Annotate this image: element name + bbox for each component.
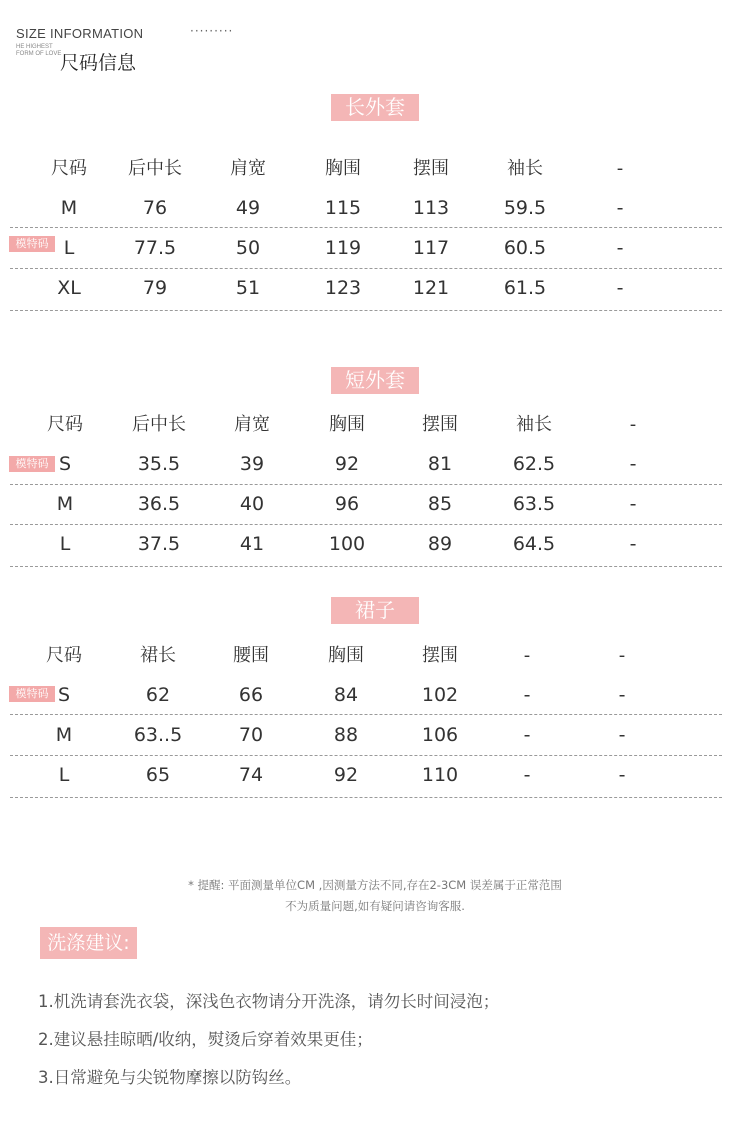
table-cell: 63.5 [512,493,556,515]
table-cell: 117 [412,237,450,259]
table-cell: 102 [421,684,459,706]
header-dots: ········· [190,24,234,38]
header-cell: 摆围 [422,645,458,666]
table-cell: - [523,684,531,706]
table-cell: 62 [145,684,171,706]
header-cell: - [618,645,626,666]
model-size-badge: 模特码 [9,456,55,472]
table-row [0,228,750,268]
care-item: 1.机洗请套洗衣袋，深浅色衣物请分开洗涤，请勿长时间浸泡； [38,992,500,1011]
table-header-row [0,405,750,445]
table-cell: - [616,197,624,219]
header-cell: 后中长 [132,414,186,435]
table-cell: 62.5 [512,453,556,475]
size-cell: L [58,764,70,786]
table-row [0,675,750,715]
header-cell: 袖长 [507,158,543,179]
header-small-line2: FORM OF LOVE [16,51,62,57]
table-cell: 79 [142,277,168,299]
header-small-text [16,44,61,58]
table-cell: 84 [333,684,359,706]
size-cell: XL [57,277,81,299]
header-cell: 摆围 [413,158,449,179]
table-cell: - [629,493,637,515]
measurement-note-line2: 不为质量问题,如有疑问请咨询客服. [285,899,465,913]
section-title-long-coat: 长外套 [331,94,419,121]
table-cell: 49 [235,197,261,219]
size-cell: M [56,493,74,515]
table-cell: 65 [145,764,171,786]
table-row [0,188,750,228]
header-cell: 胸围 [325,158,361,179]
header-small-line1: HE HIGHEST [16,44,53,50]
table-cell: 110 [421,764,459,786]
size-cell: S [58,453,72,475]
table-row [0,268,750,308]
table-cell: 35.5 [137,453,181,475]
care-item: 3.日常避免与尖锐物摩擦以防钩丝。 [38,1068,302,1087]
row-divider [10,566,722,567]
header-cell: 袖长 [516,414,552,435]
table-cell: 64.5 [512,533,556,555]
table-cell: 121 [412,277,450,299]
size-cell: L [59,533,71,555]
table-row [0,524,750,564]
header-cell: 肩宽 [234,414,270,435]
table-cell: 70 [238,724,264,746]
size-cell: M [55,724,73,746]
header-cell: 尺码 [47,414,83,435]
header-cell: 后中长 [128,158,182,179]
table-cell: - [618,764,626,786]
model-size-badge: 模特码 [9,236,55,252]
care-title: 洗涤建议: [40,927,137,959]
header-cell: - [523,645,531,666]
table-cell: - [523,724,531,746]
size-cell: M [60,197,78,219]
header-cell: - [616,158,624,179]
header-cell: 裙长 [140,645,176,666]
table-cell: 123 [324,277,362,299]
header-cell: - [629,414,637,435]
table-cell: 39 [239,453,265,475]
page-title: 尺码信息 [60,52,137,74]
size-cell: L [63,237,75,259]
table-cell: 60.5 [503,237,547,259]
table-cell: - [523,764,531,786]
header-cell: 腰围 [233,645,269,666]
header-cell: 摆围 [422,414,458,435]
table-cell: 88 [333,724,359,746]
table-cell: - [618,724,626,746]
table-cell: 92 [333,764,359,786]
table-cell: 119 [324,237,362,259]
table-cell: 50 [235,237,261,259]
table-row [0,755,750,795]
row-divider [10,310,722,311]
table-cell: - [618,684,626,706]
table-cell: 89 [427,533,453,555]
section-title-short-coat: 短外套 [331,367,419,394]
table-header-row [0,149,750,189]
table-cell: - [616,277,624,299]
table-cell: 77.5 [133,237,177,259]
header-en-title: SIZE INFORMATION [16,26,144,41]
header-cell: 胸围 [329,414,365,435]
table-cell: 113 [412,197,450,219]
table-cell: 40 [239,493,265,515]
table-cell: 36.5 [137,493,181,515]
header-cell: 胸围 [328,645,364,666]
table-header-row [0,636,750,676]
header-cell: 肩宽 [230,158,266,179]
table-cell: 85 [427,493,453,515]
table-cell: 41 [239,533,265,555]
table-cell: - [629,533,637,555]
size-cell: S [57,684,71,706]
header-cell: 尺码 [46,645,82,666]
table-cell: 81 [427,453,453,475]
header-cell: 尺码 [51,158,87,179]
table-cell: 106 [421,724,459,746]
table-row [0,715,750,755]
table-cell: 66 [238,684,264,706]
table-cell: 63..5 [133,724,183,746]
table-row [0,444,750,484]
measurement-note-line1: * 提醒: 平面测量单位CM ,因测量方法不同,存在2-3CM 误差属于正常范围 [188,878,562,892]
table-cell: 96 [334,493,360,515]
table-cell: 100 [328,533,366,555]
table-cell: 92 [334,453,360,475]
section-title-skirt: 裙子 [331,597,419,624]
table-cell: - [616,237,624,259]
model-size-badge: 模特码 [9,686,55,702]
table-cell: - [629,453,637,475]
table-cell: 61.5 [503,277,547,299]
table-row [0,484,750,524]
table-cell: 51 [235,277,261,299]
table-cell: 74 [238,764,264,786]
row-divider [10,797,722,798]
table-cell: 37.5 [137,533,181,555]
table-cell: 115 [324,197,362,219]
table-cell: 76 [142,197,168,219]
table-cell: 59.5 [503,197,547,219]
care-item: 2.建议悬挂晾晒/收纳，熨烫后穿着效果更佳； [38,1030,373,1049]
